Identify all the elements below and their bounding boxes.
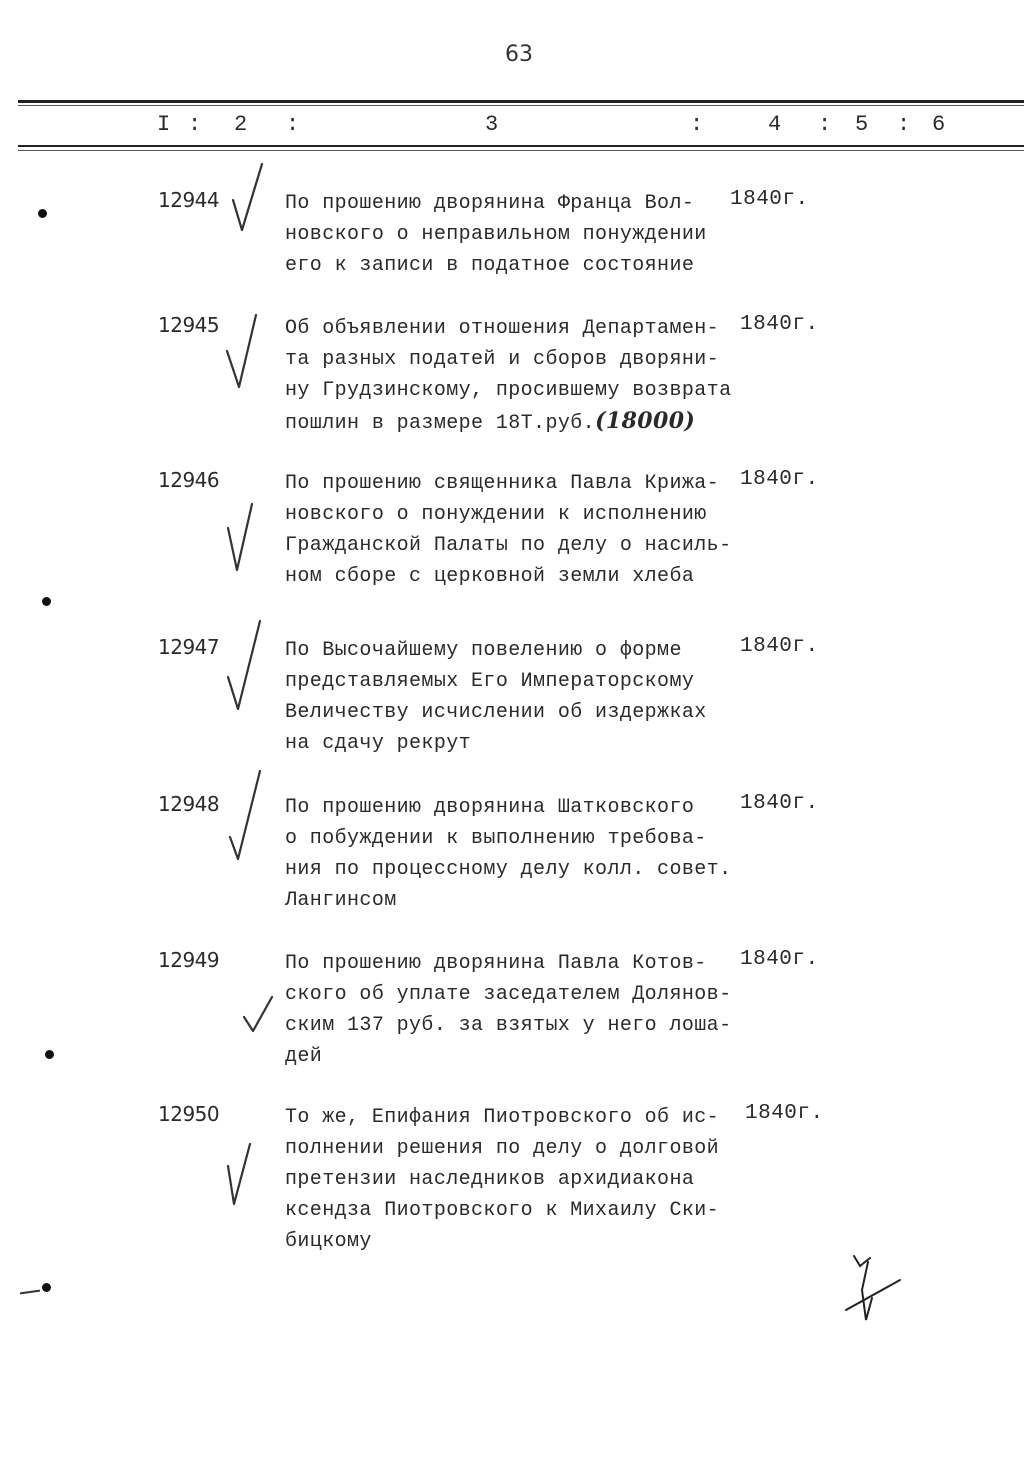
checkmark-icon: [222, 313, 262, 393]
record-year: 1840г.: [740, 313, 819, 336]
description-line: пошлин в размере 18Т.руб.(18000): [285, 408, 696, 435]
page-number: 63: [505, 42, 533, 67]
description-line: ну Грудзинскому, просившему возврата: [285, 379, 732, 402]
record-description: [285, 948, 755, 1072]
description-line: Лангинсом: [285, 889, 397, 912]
column-header-1: I: [157, 112, 171, 137]
record-year: 1840г.: [740, 468, 819, 491]
header-rule-top-thin: [18, 105, 1024, 106]
checkmark-icon: [222, 617, 266, 717]
record-year: 1840г.: [745, 1102, 824, 1125]
description-line: ксендза Пиотровского к Михаилу Ски-: [285, 1199, 720, 1222]
binding-hole-mark: [45, 1050, 54, 1059]
record-number: 12949: [158, 948, 220, 972]
record-description: [285, 313, 755, 439]
description-line: ния по процессному делу колл. совет.: [285, 858, 732, 881]
description-line: По прошению дворянина Шатковского: [285, 796, 695, 819]
column-separator: :: [690, 112, 704, 137]
record-number: 12947: [158, 635, 220, 659]
column-header-2: 2: [234, 112, 248, 137]
header-rule-top: [18, 100, 1024, 103]
record-number: 12946: [158, 468, 220, 492]
description-line: его к записи в податное состояние: [285, 254, 695, 277]
checkmark-icon: [222, 1140, 258, 1210]
margin-dash-mark: [20, 1290, 40, 1295]
checkmark-icon: [240, 993, 280, 1043]
record-year: 1840г.: [740, 948, 819, 971]
column-header-row: [0, 112, 1024, 142]
record-number: 12950: [158, 1102, 220, 1126]
record-description: [285, 792, 755, 916]
column-header-3: 3: [485, 112, 499, 137]
column-separator: :: [897, 112, 911, 137]
description-line: представляемых Его Императорскому: [285, 670, 695, 693]
record-year: 1840г.: [740, 635, 819, 658]
column-separator: :: [188, 112, 202, 137]
description-line: ским 137 руб. за взятых у него лоша-: [285, 1014, 732, 1037]
column-header-5: 5: [855, 112, 869, 137]
binding-hole-mark: [38, 209, 47, 218]
column-header-6: 6: [932, 112, 946, 137]
record-number: 12945: [158, 313, 220, 337]
record-number: 12944: [158, 188, 220, 212]
description-line: То же, Епифания Пиотровского об ис-: [285, 1106, 720, 1129]
column-separator: :: [286, 112, 300, 137]
description-line: По прошению дворянина Павла Котов-: [285, 952, 707, 975]
description-line: претензии наследников архидиакона: [285, 1168, 695, 1191]
record-year: 1840г.: [740, 792, 819, 815]
description-line: По Высочайшему повелению о форме: [285, 639, 682, 662]
column-separator: :: [818, 112, 832, 137]
description-line: По прошению священника Павла Крижа-: [285, 472, 720, 495]
checkmark-icon: [222, 767, 266, 867]
binding-hole-mark: [42, 1283, 51, 1292]
description-line: на сдачу рекрут: [285, 732, 472, 755]
description-line: Величеству исчислении об издержках: [285, 701, 707, 724]
record-description: [285, 188, 755, 281]
record-description: [285, 468, 755, 592]
record-description: [285, 635, 755, 759]
header-rule-bottom: [18, 145, 1024, 147]
description-line: полнении решения по делу о долговой: [285, 1137, 720, 1160]
signature-mark-icon: [840, 1250, 910, 1330]
checkmark-icon: [228, 160, 268, 240]
description-line: ского об уплате заседателем Долянов-: [285, 983, 732, 1006]
header-rule-bottom-thin: [18, 150, 1024, 151]
description-line: бицкому: [285, 1230, 372, 1253]
description-line: ном сборе с церковной земли хлеба: [285, 565, 695, 588]
description-line: о побуждении к выполнению требова-: [285, 827, 707, 850]
binding-hole-mark: [42, 597, 51, 606]
description-line: По прошению дворянина Франца Вол-: [285, 192, 695, 215]
handwritten-annotation: (18000): [595, 408, 696, 434]
description-line: Гражданской Палаты по делу о насиль-: [285, 534, 732, 557]
checkmark-icon: [222, 498, 262, 578]
description-line: дей: [285, 1045, 323, 1068]
description-line: новского о понуждении к исполнению: [285, 503, 707, 526]
record-year: 1840г.: [730, 188, 809, 211]
description-line: новского о неправильном понуждении: [285, 223, 707, 246]
description-line: та разных податей и сборов дворяни-: [285, 348, 720, 371]
column-header-4: 4: [768, 112, 782, 137]
description-line: Об объявлении отношения Департамен-: [285, 317, 720, 340]
record-number: 12948: [158, 792, 220, 816]
record-description: [285, 1102, 755, 1257]
